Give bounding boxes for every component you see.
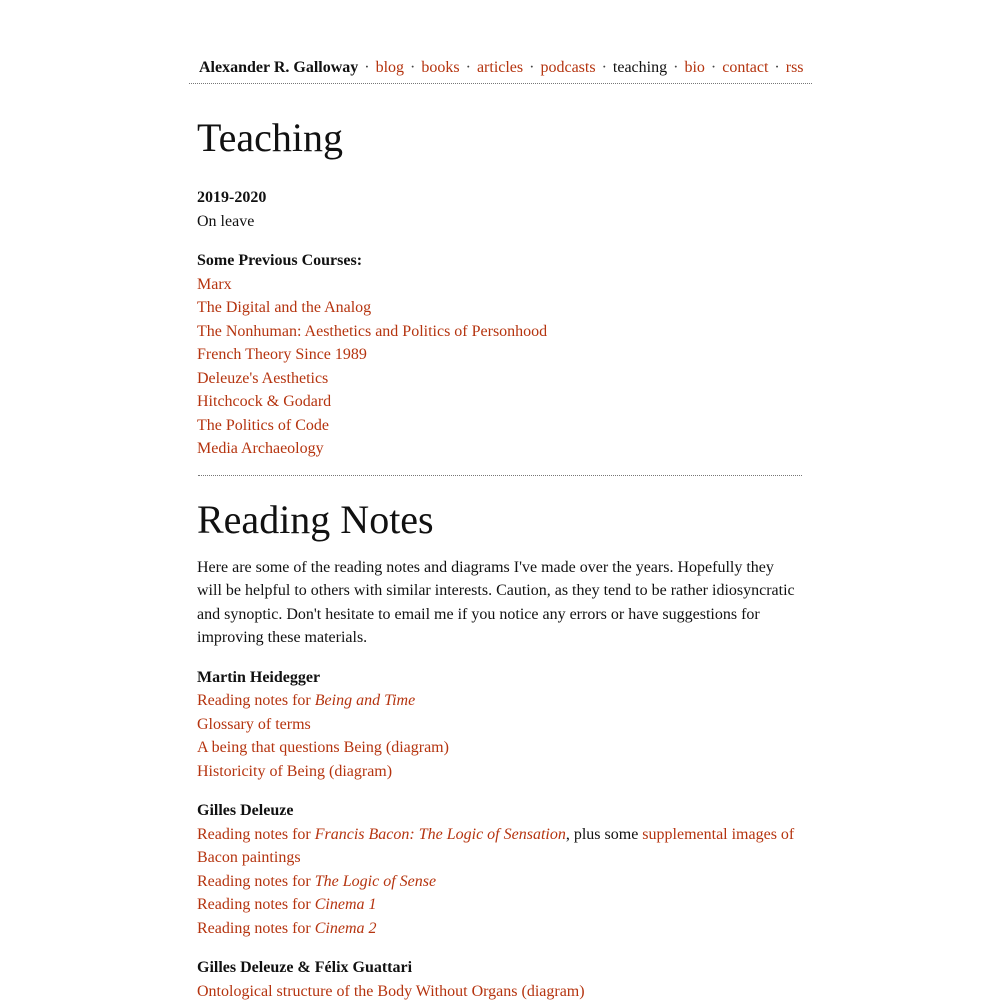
being-questions-diagram-link[interactable]: A being that questions Being (diagram)	[197, 739, 449, 756]
nav-link-articles[interactable]: articles	[476, 59, 524, 76]
course-link-marx[interactable]: Marx	[197, 275, 232, 293]
bwo-diagram-link[interactable]: Ontological structure of the Body Without Organs (diagram)	[197, 982, 585, 1000]
nav-link-blog[interactable]: blog	[375, 59, 405, 76]
main-content	[197, 108, 802, 1003]
reading-notes-intro: Here are some of the reading notes and diagrams I've made over the years. Hopefully they will be helpful to others with similar interests. Caution, as they tend to be rather idiosyncratic and synoptic. Don't hesitate to email me if you notice any errors or have suggestions for improving these materials.	[197, 558, 795, 646]
notes-cinema-2-link[interactable]: Reading notes for Cinema 2	[197, 919, 377, 937]
nav-link-contact[interactable]: contact	[722, 59, 769, 76]
previous-courses-heading: Some Previous Courses:	[197, 252, 363, 269]
teaching-title: Teaching	[197, 115, 344, 160]
nav-divider	[189, 83, 812, 84]
reading-notes-title: Reading Notes	[197, 496, 434, 542]
top-nav	[189, 57, 812, 79]
plus-some-text: , plus some	[565, 825, 643, 843]
notes-being-and-time-link[interactable]: Reading notes for Being and Time	[197, 692, 416, 709]
notes-francis-bacon-link[interactable]: Reading notes for Francis Bacon: The Logic of Sensation	[197, 825, 566, 843]
course-link-nonhuman[interactable]: The Nonhuman: Aesthetics and Politics of Personhood	[197, 322, 548, 340]
nav-separator: ·	[673, 59, 679, 76]
nav-link-teaching[interactable]: teaching	[612, 59, 668, 76]
author-heading-heidegger: Martin Heidegger	[197, 668, 321, 686]
nav-separator: ·	[364, 59, 370, 76]
nav-separator: ·	[529, 59, 535, 76]
historicity-diagram-link[interactable]: Historicity of Being (diagram)	[197, 762, 393, 780]
nav-separator: ·	[774, 59, 780, 76]
author-heading-deleuze: Gilles Deleuze	[197, 802, 294, 819]
supplemental-images-link[interactable]: supplemental images of Bacon paintings	[197, 825, 795, 866]
bacon-notes-line	[197, 823, 802, 870]
notes-cinema-1-link[interactable]: Reading notes for Cinema 1	[197, 896, 377, 913]
nav-link-rss[interactable]: rss	[785, 59, 804, 76]
course-link-politics-of-code[interactable]: The Politics of Code	[197, 416, 329, 434]
section-divider	[198, 475, 802, 476]
current-status: On leave	[197, 212, 255, 230]
nav-separator: ·	[465, 59, 471, 76]
course-link-hitchcock-godard[interactable]: Hitchcock & Godard	[197, 393, 332, 410]
glossary-link[interactable]: Glossary of terms	[197, 715, 311, 733]
author-heading-deleuze-guattari: Gilles Deleuze & Félix Guattari	[197, 959, 413, 976]
current-year: 2019-2020	[197, 189, 267, 206]
nav-link-podcasts[interactable]: podcasts	[540, 59, 596, 76]
course-link-media-archaeology[interactable]: Media Archaeology	[197, 440, 324, 457]
nav-link-books[interactable]: books	[421, 59, 460, 76]
site-name: Alexander R. Galloway	[199, 59, 359, 76]
nav-link-bio[interactable]: bio	[684, 59, 705, 76]
nav-separator: ·	[601, 59, 607, 76]
nav-separator: ·	[710, 59, 717, 76]
course-link-digital-analog[interactable]: The Digital and the Analog	[197, 299, 372, 316]
nav-separator: ·	[410, 59, 416, 76]
course-link-deleuze-aesthetics[interactable]: Deleuze's Aesthetics	[197, 369, 329, 387]
course-link-french-theory[interactable]: French Theory Since 1989	[197, 346, 367, 363]
notes-logic-of-sense-link[interactable]: Reading notes for The Logic of Sense	[197, 872, 437, 890]
